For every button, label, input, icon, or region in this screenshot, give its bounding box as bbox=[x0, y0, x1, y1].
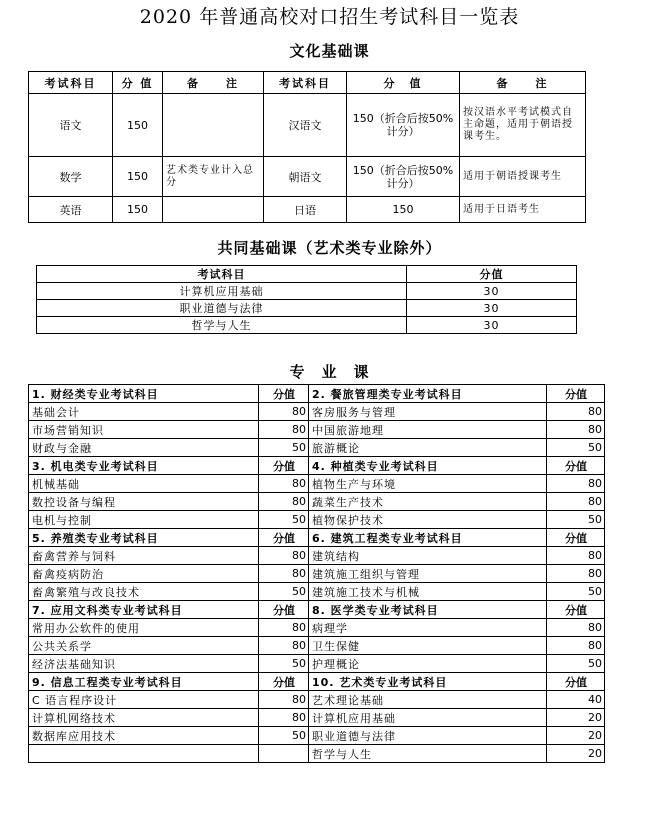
score-cell: 80 bbox=[259, 403, 309, 421]
subject-cell: 电机与控制 bbox=[29, 511, 259, 529]
subject-cell: 经济法基础知识 bbox=[29, 655, 259, 673]
score-cell: 150（折合后按50%计分） bbox=[347, 157, 460, 197]
score-cell: 50 bbox=[547, 511, 605, 529]
score-cell: 80 bbox=[259, 547, 309, 565]
column-header: 备 注 bbox=[163, 72, 264, 94]
score-cell: 150 bbox=[347, 197, 460, 223]
score-cell: 50 bbox=[259, 583, 309, 601]
subject-cell: 常用办公软件的使用 bbox=[29, 619, 259, 637]
table-row bbox=[37, 317, 577, 334]
subject-cell: 公共关系学 bbox=[29, 637, 259, 655]
category-title: 2. 餐旅管理类专业考试科目 bbox=[309, 385, 547, 403]
score-header: 分值 bbox=[259, 457, 309, 475]
score-cell: 80 bbox=[259, 691, 309, 709]
subject-cell: 市场营销知识 bbox=[29, 421, 259, 439]
score-header: 分值 bbox=[259, 601, 309, 619]
subject-cell: 病理学 bbox=[309, 619, 547, 637]
subject-cell: 植物生产与环境 bbox=[309, 475, 547, 493]
subject-cell: 数控设备与编程 bbox=[29, 493, 259, 511]
score-cell: 80 bbox=[547, 421, 605, 439]
subject-cell: 哲学与人生 bbox=[37, 317, 407, 334]
category-header-row bbox=[29, 601, 605, 619]
subject-cell: 畜禽疫病防治 bbox=[29, 565, 259, 583]
culture-heading: 文化基础课 bbox=[289, 42, 370, 60]
table-row bbox=[29, 583, 605, 601]
subject-cell: 职业道德与法律 bbox=[37, 300, 407, 317]
subject-cell: 蔬菜生产技术 bbox=[309, 493, 547, 511]
note-cell: 按汉语水平考试模式自主命题，适用于朝语授课考生。 bbox=[460, 94, 586, 157]
subject-cell: 卫生保健 bbox=[309, 637, 547, 655]
major-heading: 专 业 课 bbox=[289, 363, 370, 381]
score-cell: 80 bbox=[259, 637, 309, 655]
column-header: 考试科目 bbox=[29, 72, 113, 94]
table-row bbox=[29, 511, 605, 529]
subject-cell: 艺术理论基础 bbox=[309, 691, 547, 709]
score-header: 分值 bbox=[547, 529, 605, 547]
category-header-row bbox=[29, 673, 605, 691]
score-header: 分值 bbox=[547, 601, 605, 619]
note-cell bbox=[163, 94, 264, 157]
category-title: 10. 艺术类专业考试科目 bbox=[309, 673, 547, 691]
table-row bbox=[29, 475, 605, 493]
subject-cell: 建筑施工组织与管理 bbox=[309, 565, 547, 583]
column-header: 考试科目 bbox=[37, 266, 407, 283]
subject-cell: 计算机网络技术 bbox=[29, 709, 259, 727]
score-cell: 30 bbox=[407, 300, 577, 317]
score-header: 分值 bbox=[547, 457, 605, 475]
subject-cell: 旅游概论 bbox=[309, 439, 547, 457]
category-title: 6. 建筑工程类专业考试科目 bbox=[309, 529, 547, 547]
column-header: 分 值 bbox=[347, 72, 460, 94]
score-cell: 80 bbox=[547, 493, 605, 511]
category-title: 7. 应用文科类专业考试科目 bbox=[29, 601, 259, 619]
score-cell: 80 bbox=[259, 709, 309, 727]
table-row bbox=[29, 403, 605, 421]
culture-table bbox=[28, 71, 586, 223]
category-header-row bbox=[29, 457, 605, 475]
subject-cell: 植物保护技术 bbox=[309, 511, 547, 529]
note-cell: 艺术类专业计入总分 bbox=[163, 157, 264, 197]
category-header-row bbox=[29, 385, 605, 403]
score-cell: 50 bbox=[259, 439, 309, 457]
table-row bbox=[29, 565, 605, 583]
table-row bbox=[29, 439, 605, 457]
common-header-row bbox=[37, 266, 577, 283]
score-cell bbox=[259, 745, 309, 763]
table-row bbox=[29, 727, 605, 745]
note-cell: 适用于日语考生 bbox=[460, 197, 586, 223]
score-cell: 80 bbox=[547, 403, 605, 421]
score-cell: 80 bbox=[547, 565, 605, 583]
subject-cell: 机械基础 bbox=[29, 475, 259, 493]
category-title: 9. 信息工程类专业考试科目 bbox=[29, 673, 259, 691]
score-header: 分值 bbox=[259, 673, 309, 691]
score-cell: 50 bbox=[547, 439, 605, 457]
score-header: 分值 bbox=[547, 673, 605, 691]
score-cell: 80 bbox=[547, 547, 605, 565]
score-cell: 80 bbox=[259, 619, 309, 637]
score-cell: 20 bbox=[547, 745, 605, 763]
score-cell: 50 bbox=[259, 511, 309, 529]
table-row bbox=[37, 300, 577, 317]
subject-cell: 日语 bbox=[264, 197, 347, 223]
score-cell: 40 bbox=[547, 691, 605, 709]
score-cell: 80 bbox=[547, 475, 605, 493]
category-title: 3. 机电类专业考试科目 bbox=[29, 457, 259, 475]
category-title: 4. 种植类专业考试科目 bbox=[309, 457, 547, 475]
subject-cell: 数据库应用技术 bbox=[29, 727, 259, 745]
table-row bbox=[29, 655, 605, 673]
subject-cell: 建筑结构 bbox=[309, 547, 547, 565]
category-header-row bbox=[29, 529, 605, 547]
table-row bbox=[37, 283, 577, 300]
subject-cell: 建筑施工技术与机械 bbox=[309, 583, 547, 601]
major-table-body bbox=[29, 385, 605, 763]
score-cell: 50 bbox=[547, 583, 605, 601]
major-table bbox=[28, 384, 605, 763]
column-header: 备 注 bbox=[460, 72, 586, 94]
table-row bbox=[29, 547, 605, 565]
score-header: 分值 bbox=[259, 529, 309, 547]
table-row bbox=[29, 157, 586, 197]
culture-header-row bbox=[29, 72, 586, 94]
score-cell: 80 bbox=[259, 493, 309, 511]
subject-cell: 语文 bbox=[29, 94, 113, 157]
column-header: 分 值 bbox=[113, 72, 163, 94]
subject-cell: 畜禽营养与饲料 bbox=[29, 547, 259, 565]
score-header: 分值 bbox=[259, 385, 309, 403]
score-cell: 50 bbox=[259, 655, 309, 673]
table-row bbox=[29, 94, 586, 157]
category-title: 5. 养殖类专业考试科目 bbox=[29, 529, 259, 547]
note-cell bbox=[163, 197, 264, 223]
table-row bbox=[29, 709, 605, 727]
score-cell: 50 bbox=[259, 727, 309, 745]
page-title: 2020 年普通高校对口招生考试科目一览表 bbox=[139, 6, 520, 28]
column-header: 考试科目 bbox=[264, 72, 347, 94]
subject-cell: 客房服务与管理 bbox=[309, 403, 547, 421]
table-row bbox=[29, 493, 605, 511]
subject-cell: 基础会计 bbox=[29, 403, 259, 421]
score-cell: 80 bbox=[547, 637, 605, 655]
score-cell: 150 bbox=[113, 94, 163, 157]
score-cell: 80 bbox=[259, 421, 309, 439]
table-row bbox=[29, 619, 605, 637]
table-row bbox=[29, 691, 605, 709]
score-cell: 30 bbox=[407, 317, 577, 334]
subject-cell: 汉语文 bbox=[264, 94, 347, 157]
score-cell: 150 bbox=[113, 197, 163, 223]
subject-cell: 计算机应用基础 bbox=[309, 709, 547, 727]
subject-cell bbox=[29, 745, 259, 763]
subject-cell: 护理概论 bbox=[309, 655, 547, 673]
subject-cell: 数学 bbox=[29, 157, 113, 197]
note-cell: 适用于朝语授课考生 bbox=[460, 157, 586, 197]
common-table bbox=[36, 265, 577, 334]
score-header: 分值 bbox=[547, 385, 605, 403]
column-header: 分值 bbox=[407, 266, 577, 283]
subject-cell: 英语 bbox=[29, 197, 113, 223]
subject-cell: 畜禽繁殖与改良技术 bbox=[29, 583, 259, 601]
score-cell: 80 bbox=[259, 475, 309, 493]
table-row bbox=[29, 745, 605, 763]
subject-cell: C 语言程序设计 bbox=[29, 691, 259, 709]
subject-cell: 中国旅游地理 bbox=[309, 421, 547, 439]
score-cell: 150（折合后按50%计分） bbox=[347, 94, 460, 157]
score-cell: 20 bbox=[547, 709, 605, 727]
table-row bbox=[29, 421, 605, 439]
subject-cell: 财政与金融 bbox=[29, 439, 259, 457]
score-cell: 50 bbox=[547, 655, 605, 673]
subject-cell: 计算机应用基础 bbox=[37, 283, 407, 300]
table-row bbox=[29, 637, 605, 655]
subject-cell: 职业道德与法律 bbox=[309, 727, 547, 745]
score-cell: 150 bbox=[113, 157, 163, 197]
subject-cell: 哲学与人生 bbox=[309, 745, 547, 763]
category-title: 8. 医学类专业考试科目 bbox=[309, 601, 547, 619]
score-cell: 20 bbox=[547, 727, 605, 745]
common-heading: 共同基础课（艺术类专业除外） bbox=[217, 239, 442, 257]
category-title: 1. 财经类专业考试科目 bbox=[29, 385, 259, 403]
subject-cell: 朝语文 bbox=[264, 157, 347, 197]
score-cell: 30 bbox=[407, 283, 577, 300]
table-row bbox=[29, 197, 586, 223]
score-cell: 80 bbox=[259, 565, 309, 583]
score-cell: 80 bbox=[547, 619, 605, 637]
